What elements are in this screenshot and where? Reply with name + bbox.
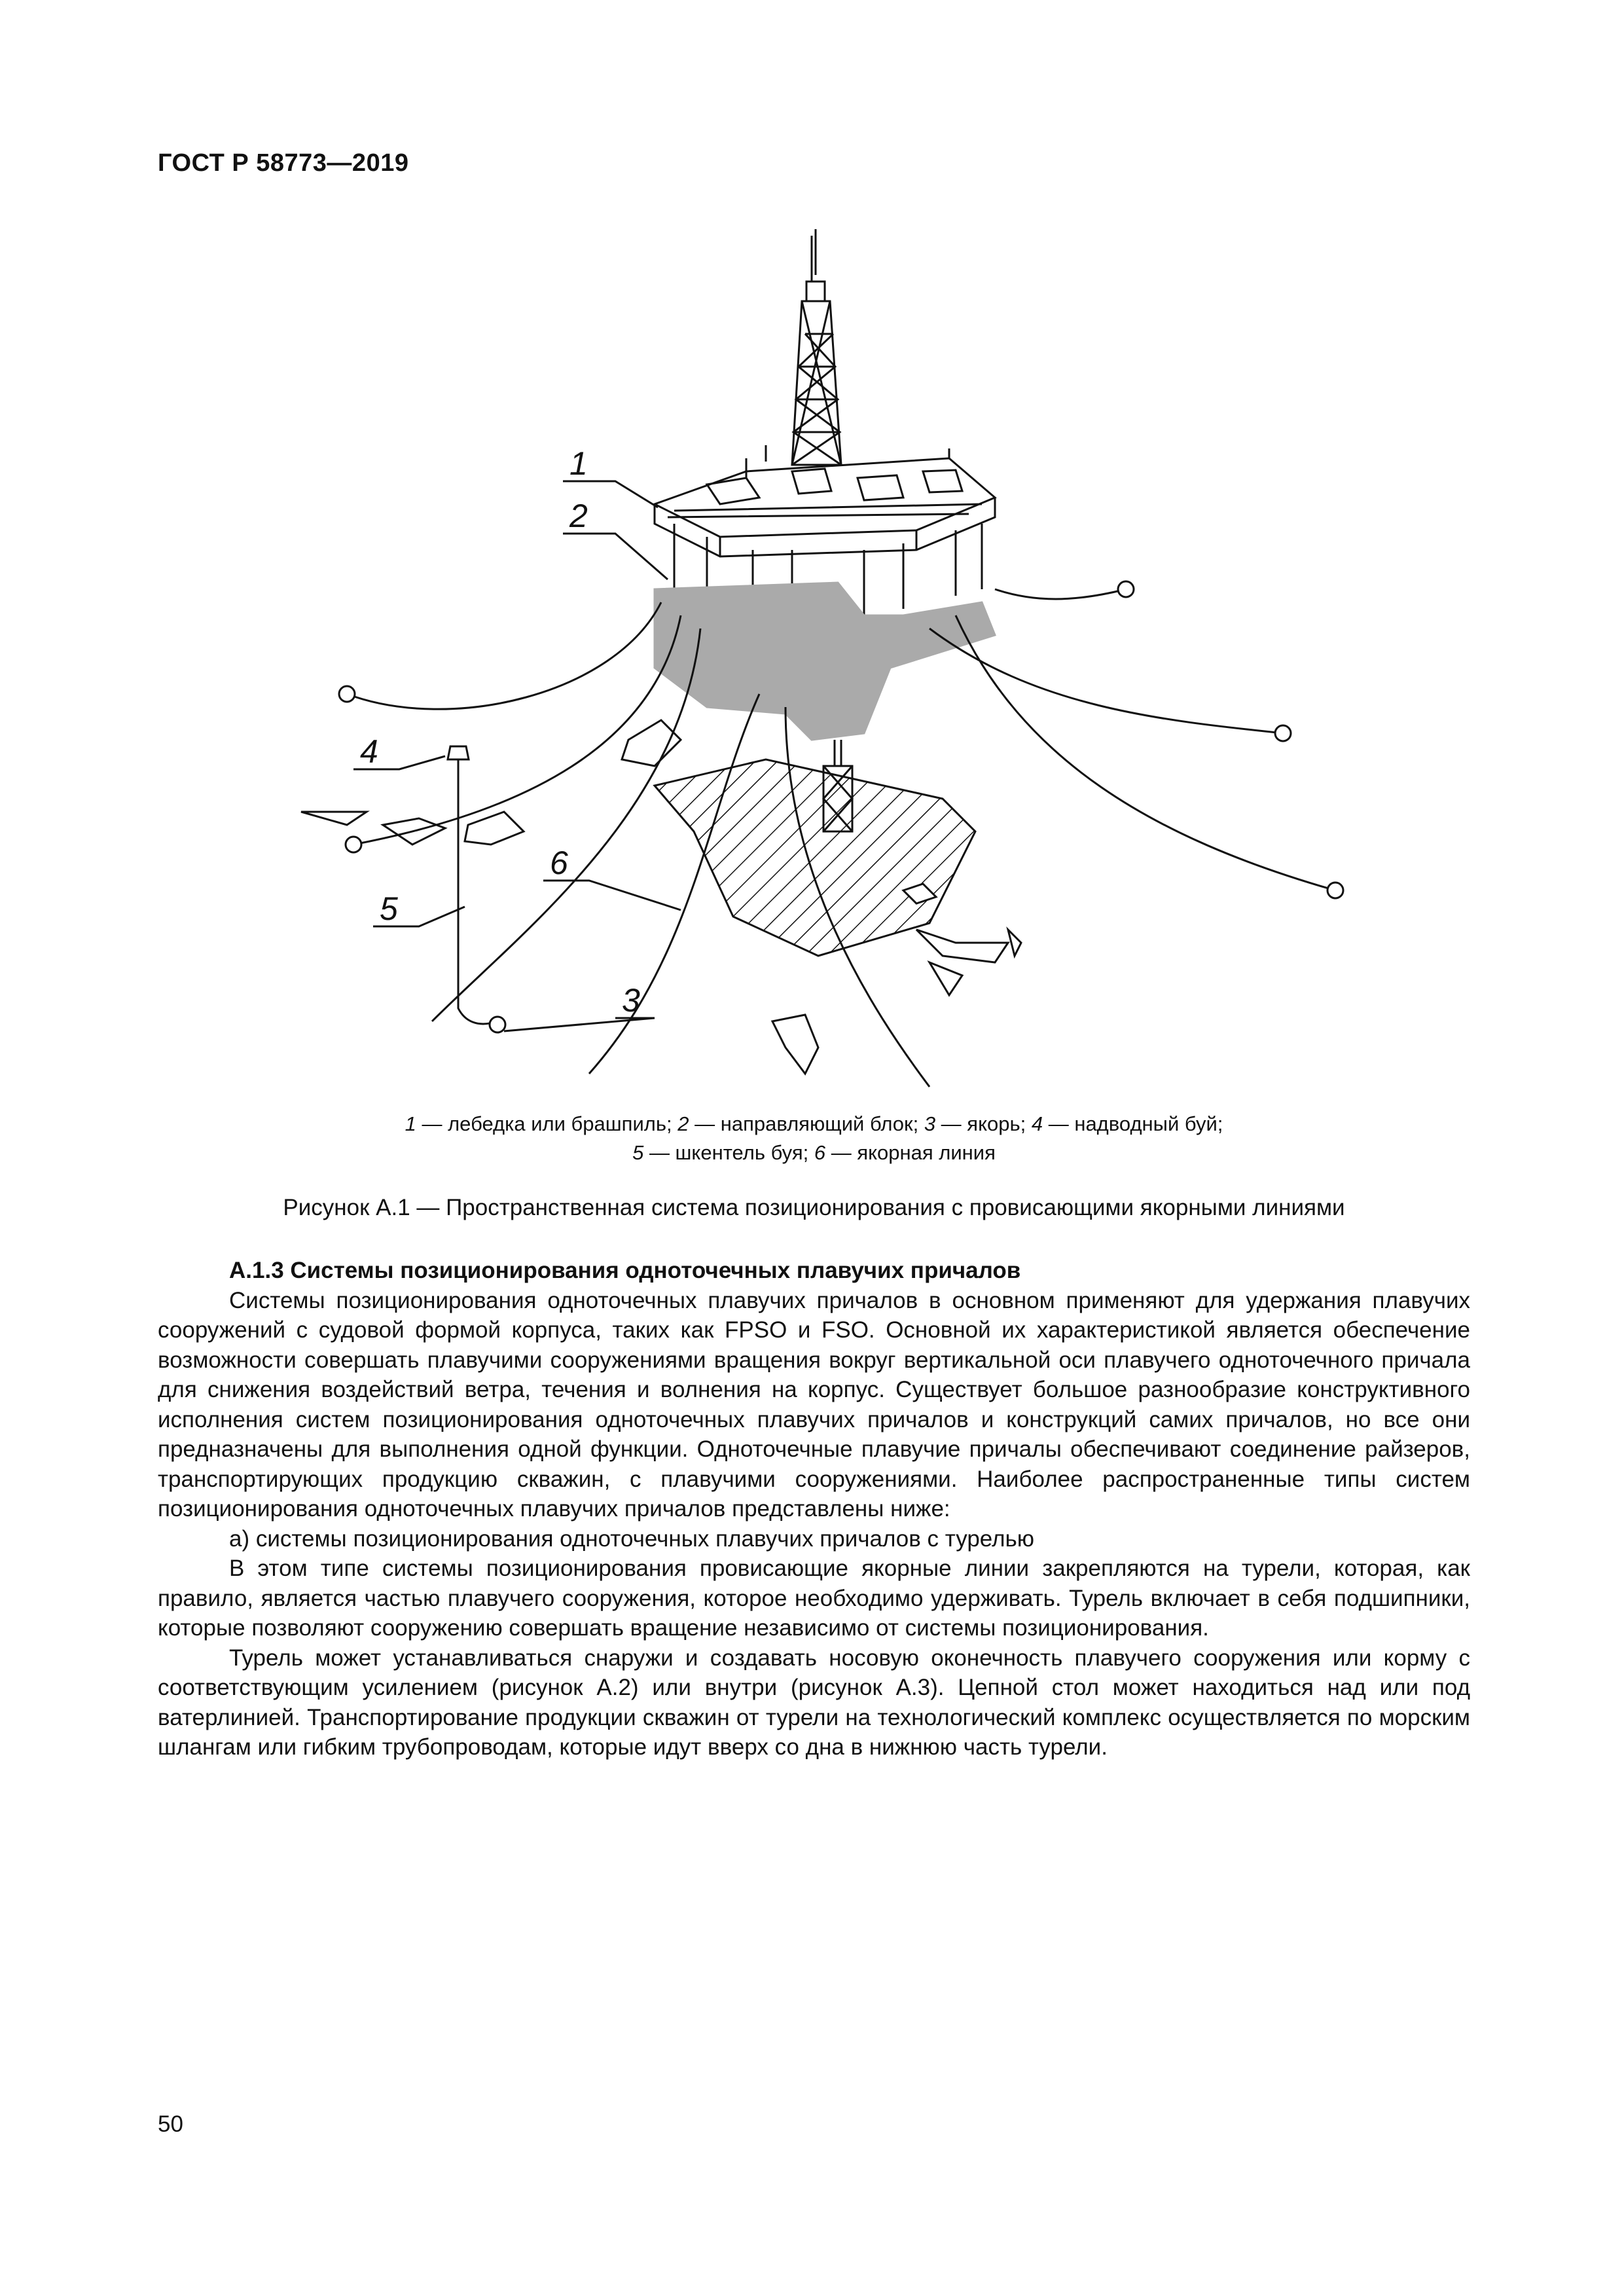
legend-line-1	[158, 1110, 1470, 1139]
figure-label-2: 2	[569, 498, 588, 534]
legend-text: — надводный буй;	[1043, 1112, 1223, 1135]
section-body	[158, 1256, 1470, 1762]
legend-num: 2	[677, 1112, 689, 1135]
paragraph: В этом типе системы позиционирования провисающие якорные линии закрепляются на турели, которая, как правило, является частью плавучего сооружения, которое необходимо удерживать. Турель включает в себя подшипники, которые позволяют сооружению совершать вращение независимо от системы позиционирования.	[158, 1556, 1470, 1641]
legend-num: 3	[924, 1112, 936, 1135]
legend-text: — лебедка или брашпиль;	[416, 1112, 678, 1135]
document-header: ГОСТ Р 58773—2019	[158, 149, 409, 177]
seabed-rocks	[301, 720, 1021, 1074]
legend-num: 5	[632, 1141, 644, 1164]
pontoon-shadow	[655, 583, 995, 740]
legend-text: — шкентель буя;	[643, 1141, 814, 1164]
paragraph: Турель может устанавливаться снаружи и создавать носовую оконечность плавучего сооружения или корму с соответствующим усилением (рисунок А.2) или внутри (рисунок А.3). Цепной стол может находиться над или под ватерлинией. Транспортирование продукции скважин от турели на технологический комплекс осуществляется по морским шлангам или гибким трубопроводам, которые идут вверх со дна в нижнюю часть турели.	[158, 1645, 1470, 1760]
legend-num: 4	[1031, 1112, 1043, 1135]
figure-caption: Рисунок А.1 — Пространственная система позиционирования с провисающими якорными линиями	[283, 1195, 1345, 1220]
derrick-drawing	[792, 229, 841, 465]
legend-text: — якорная линия	[825, 1141, 996, 1164]
figure-label-6: 6	[550, 845, 568, 881]
platform-deck-drawing	[655, 445, 995, 556]
legend-num: 6	[814, 1141, 826, 1164]
legend-text: — направляющий блок;	[689, 1112, 924, 1135]
figure-legend	[158, 1110, 1470, 1167]
figure-label-4: 4	[360, 733, 378, 770]
page-number: 50	[158, 2111, 183, 2137]
paragraph: а) системы позиционирования одноточечных плавучих причалов с турелью	[229, 1525, 1034, 1552]
figure-label-1: 1	[569, 445, 588, 482]
figure-drilling-platform	[249, 223, 1427, 1100]
legend-num: 1	[405, 1112, 416, 1135]
paragraph: Системы позиционирования одноточечных плавучих причалов в основном применяют для удержания плавучих сооружений с судовой формой корпуса, таких как FPSO и FSO. Основной их характеристикой является обеспечение возможности совершать плавучими сооружениями вращения вокруг вертикальной оси плавучего одноточечного причала для снижения воздействий ветра, течения и волнения на корпус. Существует большое разнообразие конструктивного исполнения систем позиционирования одноточечных плавучих причалов и конструкций самих причалов, но все они предназначены для выполнения одной функции. Одноточечные плавучие причалы обеспечивают соединение райзеров, транспортирующих продукцию скважин, с плавучими сооружениями. Наиболее распространенные типы систем позиционирования одноточечных плавучих причалов представлены ниже:	[158, 1287, 1470, 1522]
surface-buoy	[448, 746, 469, 759]
figure-label-3: 3	[622, 982, 640, 1019]
section-heading: А.1.3 Системы позиционирования одноточечных плавучих причалов	[229, 1258, 1021, 1283]
legend-text: — якорь;	[935, 1112, 1032, 1135]
legend-line-2	[158, 1139, 1470, 1167]
figure-label-5: 5	[380, 890, 398, 927]
